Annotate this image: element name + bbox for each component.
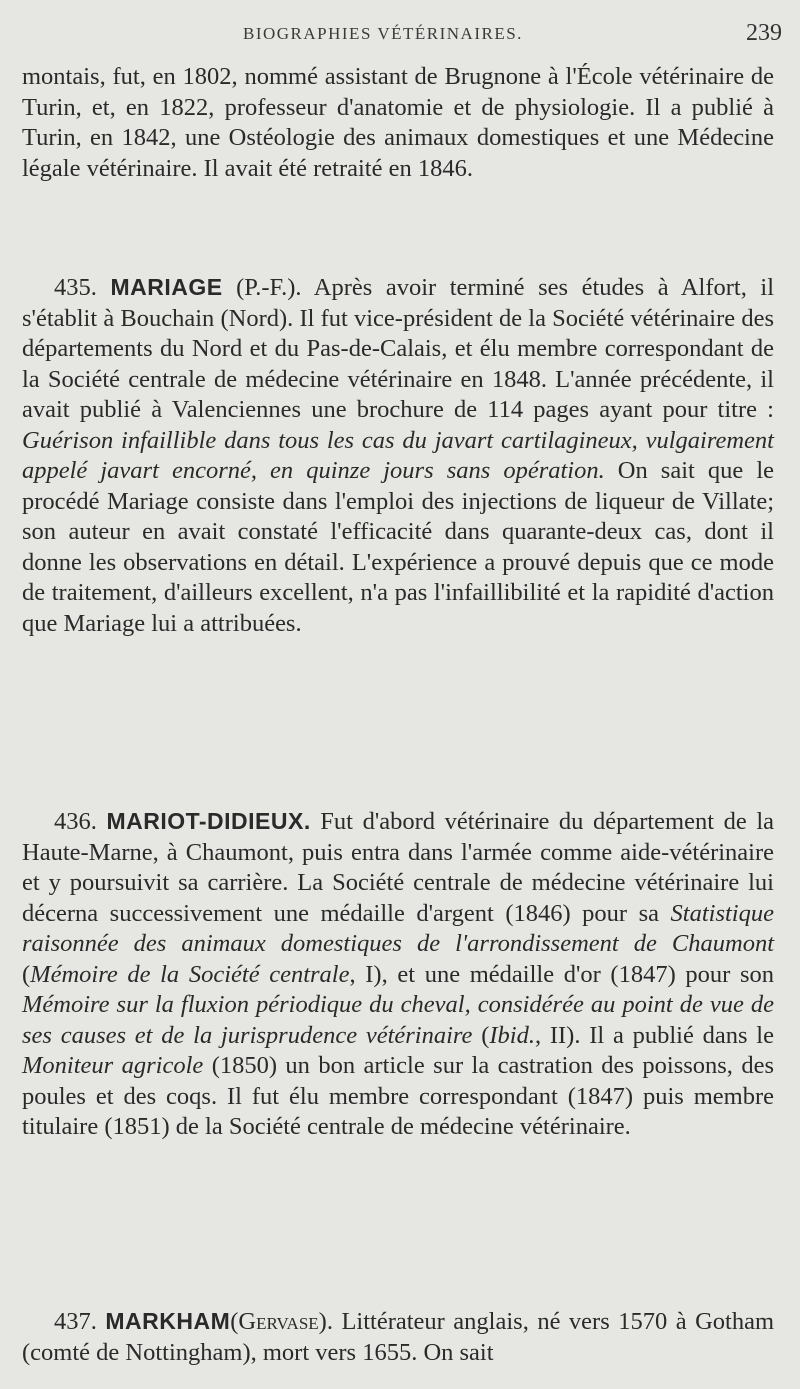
page-header (0, 18, 800, 58)
entry-paragraph (22, 1306, 774, 1368)
entry-paragraph (22, 806, 774, 1143)
running-title: BIOGRAPHIES VÉTÉRINAIRES. (243, 24, 523, 43)
entry-text: ( (22, 960, 31, 988)
entry-text: Après avoir terminé ses études à Alfort, il s'établit à Bouchain (Nord). Il fut vice-président de la Société vétérinaire des départements du Nord et du Pas-de-Calais, et élu membre correspondant de la Société centrale de médecine vétérinaire en 1848. L'année précédente, il avait publié à Valenciennes une brochure de 114 pages ayant pour titre : (22, 274, 774, 423)
entry-number: 436. (54, 808, 97, 835)
continuation-text: montais, fut, en 1802, nommé assistant de Brugnone à l'École vétérinaire de Turin, et, en 1822, professeur d'anatomie et de physiologie. Il a publié à Turin, en 1842, une Ostéologie des animaux domestiques et une Médecine légale vétérinaire. Il avait été retraité en 1846. (22, 63, 774, 182)
entry-text: Littérateur anglais, né vers 1570 à Gotham (comté de Nottingham), mort vers 1655. On sait (22, 1308, 775, 1366)
entry-title-italic: Statistique raisonnée des animaux domestiques de l'arrondissement de Chaumont (22, 899, 774, 957)
entry-text: Fut d'abord vétérinaire du département de la Haute-Marne, à Chaumont, puis entra dans l'armée comme aide-vétérinaire et y poursuivit sa carrière. La Société centrale de médecine vétérinaire lui décerna successivement une médaille d'argent (1846) pour sa (22, 808, 775, 927)
entry-text: , II). Il a publié dans le (534, 1021, 774, 1049)
entry-title-italic: Guérison infaillible dans tous les cas du javart cartilagineux, vulgairement appelé javart encorné, en quinze jours sans opération. (22, 426, 774, 484)
entry-title-italic: Moniteur agricole (22, 1052, 204, 1079)
entry-number: 437. (54, 1308, 97, 1335)
entry-name: MARKHAM (105, 1308, 231, 1334)
entry-435 (22, 272, 774, 639)
entry-text: On sait que le procédé Mariage consiste dans l'emploi des injections de liqueur de Villate; son auteur en avait constaté l'efficacité dans quarante-deux cas, dont il donne les observations en détail. L'expérience a prouvé depuis que ce mode de traitement, d'ailleurs excellent, n'a pas l'infaillibilité et la rapidité d'action que Mariage lui a attribuées. (22, 457, 774, 637)
entry-title-italic: Ibid. (489, 1021, 535, 1049)
entry-text: , I), et une médaille d'or (1847) pour son (349, 960, 774, 988)
entry-name: MARIAGE (110, 274, 223, 300)
entry-436 (22, 806, 774, 1143)
entry-text: ( (472, 1021, 490, 1049)
entry-title-italic: Mémoire de la Société centrale (30, 960, 350, 988)
entry-given-name: (Gervase). (230, 1308, 333, 1335)
entry-initials: (P.-F.). (236, 274, 302, 301)
entry-name: MARIOT-DIDIEUX. (106, 808, 311, 834)
entry-number: 435. (54, 274, 97, 301)
entry-title-italic: Mémoire sur la fluxion périodique du cheval, considérée au point de vue de ses causes et de la jurisprudence vétérinaire (22, 991, 774, 1049)
continuation-paragraph (22, 62, 774, 184)
entry-437 (22, 1306, 774, 1368)
entry-paragraph (22, 272, 774, 639)
page-number: 239 (746, 20, 782, 46)
entry-text: (1850) un bon article sur la castration des poissons, des poules et des coqs. Il fut élu membre correspondant (1847) puis membre titulaire (1851) de la Société centrale de médecine vétérinaire. (22, 1052, 775, 1140)
